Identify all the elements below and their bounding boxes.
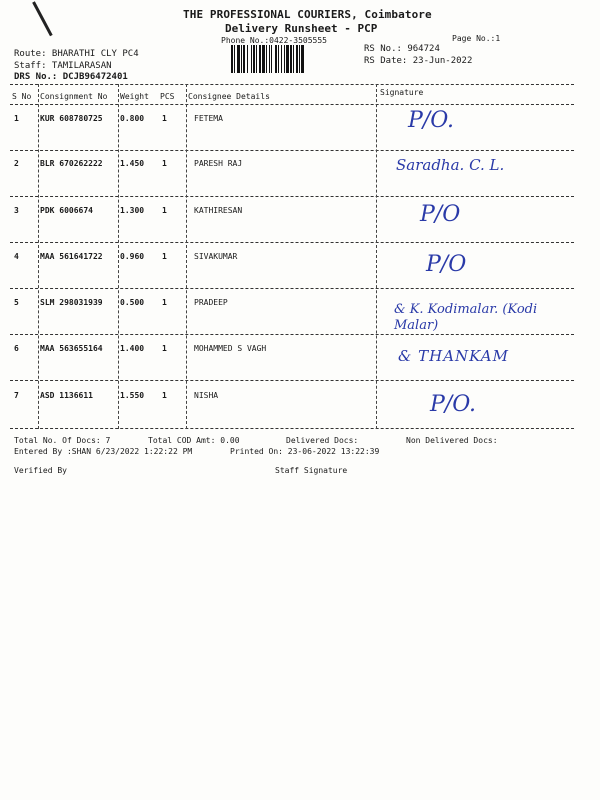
row-consignment: BLR 670262222 [40, 159, 103, 168]
row-weight: 1.450 [120, 159, 145, 168]
non-delivered-docs: Non Delivered Docs: [406, 436, 498, 445]
column-header-consignee: Consignee Details [188, 92, 270, 101]
runsheet-subtitle: Delivery Runsheet - PCP [225, 22, 378, 35]
row-pcs: 1 [162, 344, 167, 353]
row-sno: 2 [14, 159, 19, 168]
barcode-bar [251, 45, 252, 73]
handwritten-signature: P/O [420, 202, 461, 227]
rs-number: RS No.: 964724 [364, 44, 440, 54]
table-top-rule [10, 84, 574, 85]
handwritten-signature: P/O. [408, 108, 454, 133]
barcode-bar [266, 45, 267, 73]
barcode-bar [247, 45, 248, 73]
column-divider [186, 84, 187, 429]
barcode-bar [293, 45, 294, 73]
staff-signature: Staff Signature [275, 466, 348, 475]
delivered-docs: Delivered Docs: [286, 436, 359, 445]
column-divider [38, 84, 39, 429]
column-divider [376, 84, 377, 429]
barcode-bar [278, 45, 279, 73]
row-sno: 5 [14, 298, 19, 307]
row-consignee: MOHAMMED S VAGH [194, 344, 267, 353]
row-sno: 7 [14, 391, 19, 400]
row-pcs: 1 [162, 159, 167, 168]
row-pcs: 1 [162, 206, 167, 215]
page-number: Page No.:1 [452, 34, 501, 43]
row-sno: 1 [14, 114, 19, 123]
row-consignment: ASD 1136611 [40, 391, 93, 400]
rs-date: RS Date: 23-Jun-2022 [364, 56, 473, 66]
row-pcs: 1 [162, 391, 167, 400]
row-pcs: 1 [162, 298, 167, 307]
barcode-bar [256, 45, 257, 73]
handwritten-signature: P/O. [430, 392, 476, 417]
row-weight: 0.500 [120, 298, 145, 307]
row-consignment: KUR 608780725 [40, 114, 103, 123]
barcode-bar [286, 45, 289, 73]
barcode-bar [243, 45, 245, 73]
column-header-signature: Signature [380, 88, 424, 97]
row-consignee: NISHA [194, 391, 219, 400]
row-consignment: MAA 563655164 [40, 344, 103, 353]
barcode-bar [284, 45, 285, 73]
row-weight: 0.800 [120, 114, 145, 123]
row-divider [10, 380, 574, 381]
phone-number: Phone No.:0422-3505555 [221, 36, 327, 45]
paper-mark [32, 1, 52, 36]
handwritten-signature: & K. Kodimalar. (Kodi Malar) [394, 302, 538, 333]
row-consignee: FETEMA [194, 114, 223, 123]
table-bottom-rule [10, 428, 574, 429]
barcode-bar [301, 45, 304, 73]
column-divider [118, 84, 119, 429]
barcode-bar [253, 45, 255, 73]
row-divider [10, 196, 574, 197]
row-divider [10, 288, 574, 289]
row-consignee: KATHIRESAN [194, 206, 243, 215]
barcode-bar [269, 45, 270, 73]
column-header-sno: S No [12, 92, 32, 101]
handwritten-signature: & THANKAM [398, 347, 509, 365]
drs-number: DRS No.: DCJB96472401 [14, 72, 128, 82]
barcode-bar [259, 45, 261, 73]
row-weight: 1.300 [120, 206, 145, 215]
row-sno: 6 [14, 344, 19, 353]
row-consignee: PARESH RAJ [194, 159, 243, 168]
total-docs: Total No. Of Docs: 7 [14, 436, 111, 445]
row-consignment: PDK 6006674 [40, 206, 93, 215]
barcode-bar [299, 45, 300, 73]
staff-label: Staff: TAMILARASAN [14, 61, 112, 71]
barcode-bar [262, 45, 265, 73]
barcode-bar [275, 45, 277, 73]
row-consignee: SIVAKUMAR [194, 252, 238, 261]
barcode-bar [281, 45, 282, 73]
row-pcs: 1 [162, 252, 167, 261]
printed-on: Printed On: 23-06-2022 13:22:39 [230, 447, 380, 456]
row-consignment: MAA 561641722 [40, 252, 103, 261]
table-header-rule [10, 104, 574, 105]
barcode-bar [296, 45, 298, 73]
column-header-consignment: Consignment No [40, 92, 108, 101]
row-weight: 0.960 [120, 252, 145, 261]
row-pcs: 1 [162, 114, 167, 123]
row-divider [10, 334, 574, 335]
barcode-bar [290, 45, 292, 73]
total-cod: Total COD Amt: 0.00 [148, 436, 240, 445]
row-sno: 4 [14, 252, 19, 261]
column-header-pcs: PCS [160, 92, 175, 101]
handwritten-signature: Saradha. C. L. [396, 156, 505, 174]
row-sno: 3 [14, 206, 19, 215]
barcode-bar [271, 45, 272, 73]
row-divider [10, 150, 574, 151]
barcode-bar [237, 45, 240, 73]
barcode-bar [234, 45, 235, 73]
route-label: Route: BHARATHI CLY PC4 [14, 49, 139, 59]
handwritten-signature: P/O [426, 252, 467, 277]
row-consignee: PRADEEP [194, 298, 228, 307]
row-consignment: SLM 298031939 [40, 298, 103, 307]
row-weight: 1.550 [120, 391, 145, 400]
column-header-weight: Weight [120, 92, 149, 101]
verified-by: Verified By [14, 466, 67, 475]
row-weight: 1.400 [120, 344, 145, 353]
barcode-bar [231, 45, 233, 73]
entered-by: Entered By :SHAN 6/23/2022 1:22:22 PM [14, 447, 193, 456]
barcode-image [231, 45, 349, 73]
barcode-bar [241, 45, 242, 73]
company-title: THE PROFESSIONAL COURIERS, Coimbatore [183, 8, 432, 21]
row-divider [10, 242, 574, 243]
